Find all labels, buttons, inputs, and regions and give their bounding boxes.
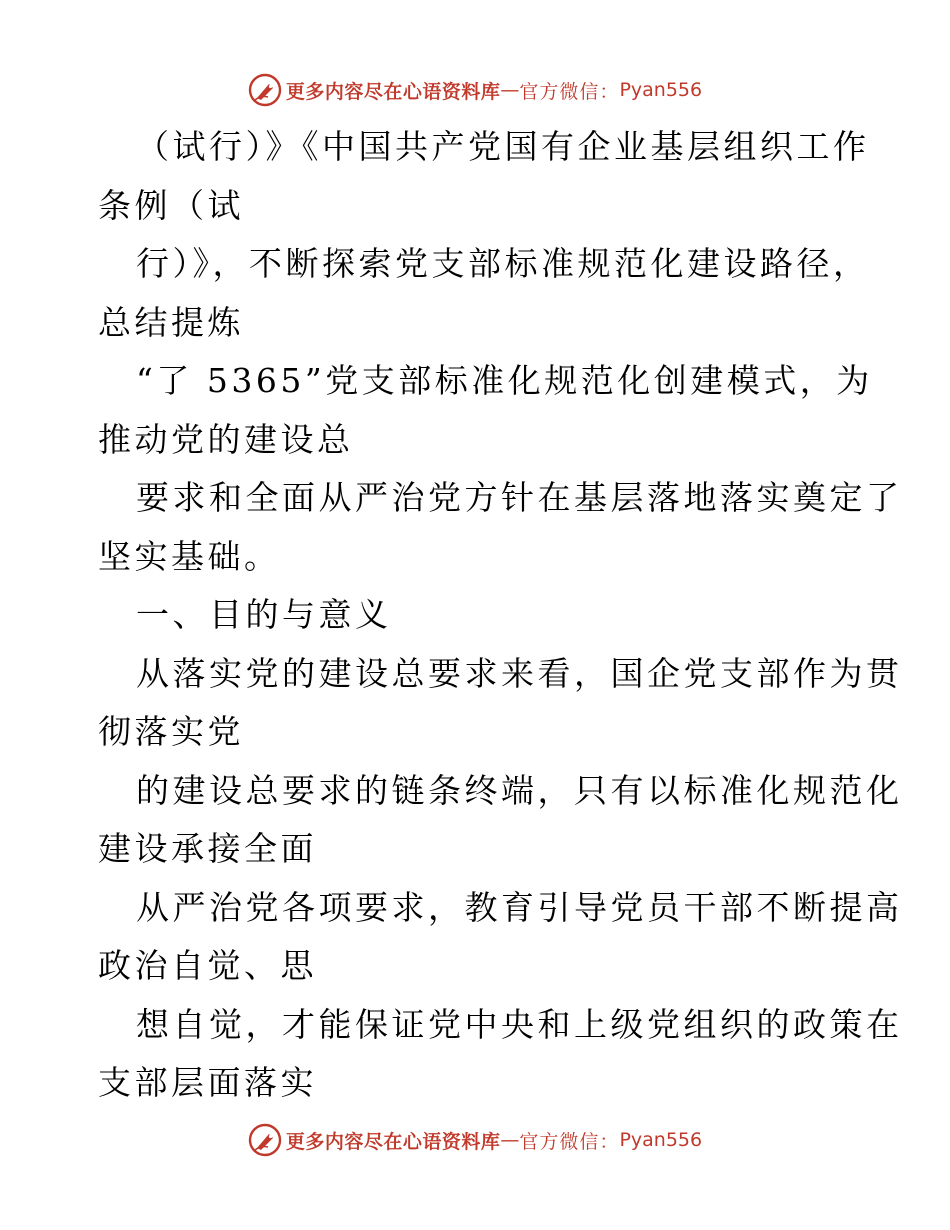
text-line: “了 5365”党支部标准化规范化创建模式，为 [136, 361, 873, 400]
banner-official-label: 官方微信： [519, 1130, 620, 1153]
banner-dash: — [500, 79, 520, 101]
text-line: 从落实党的建设总要求来看，国企党支部作为贯 [136, 653, 903, 693]
banner-wechat-id: Pyan556 [619, 1129, 703, 1151]
text-line: 从严治党各项要求，教育引导党员干部不断提高 [136, 887, 903, 927]
banner-wechat-id: Pyan556 [619, 79, 703, 101]
text-line: 政治自觉、思 [98, 946, 317, 985]
text-line: （试行）》《中国共产党国有企业基层组织工作 [136, 127, 870, 166]
text-line: 坚实基础。 [98, 536, 281, 576]
footer-banner [0, 1120, 950, 1160]
banner-dash: — [500, 1129, 520, 1151]
text-line: 想自觉，才能保证党中央和上级党组织的政策在 [136, 1004, 903, 1044]
text-line: 支部层面落实 [98, 1063, 317, 1102]
banner-brand-text: 更多内容尽在心语资料库 [285, 80, 501, 103]
document-body [98, 118, 903, 1113]
banner-official-label: 官方微信： [519, 80, 620, 103]
text-line: 总结提炼 [98, 302, 244, 342]
text-line: 要求和全面从严治党方针在基层落地落实奠定了 [136, 478, 903, 517]
pen-nib-logo-icon [248, 73, 282, 107]
text-line: 建设承接全面 [98, 829, 317, 868]
text-line: 一、目的与意义 [136, 595, 392, 634]
text-line: 条例（试 [98, 185, 244, 225]
text-line: 的建设总要求的链条终端，只有以标准化规范化 [136, 770, 903, 810]
banner-brand-text: 更多内容尽在心语资料库 [285, 1130, 501, 1153]
text-line: 推动党的建设总 [98, 419, 354, 459]
text-line: 彻落实党 [98, 712, 244, 751]
text-line: 行）》，不断探索党支部标准规范化建设路径， [136, 244, 870, 283]
pen-nib-logo-icon [248, 1123, 282, 1157]
header-banner [0, 70, 950, 110]
